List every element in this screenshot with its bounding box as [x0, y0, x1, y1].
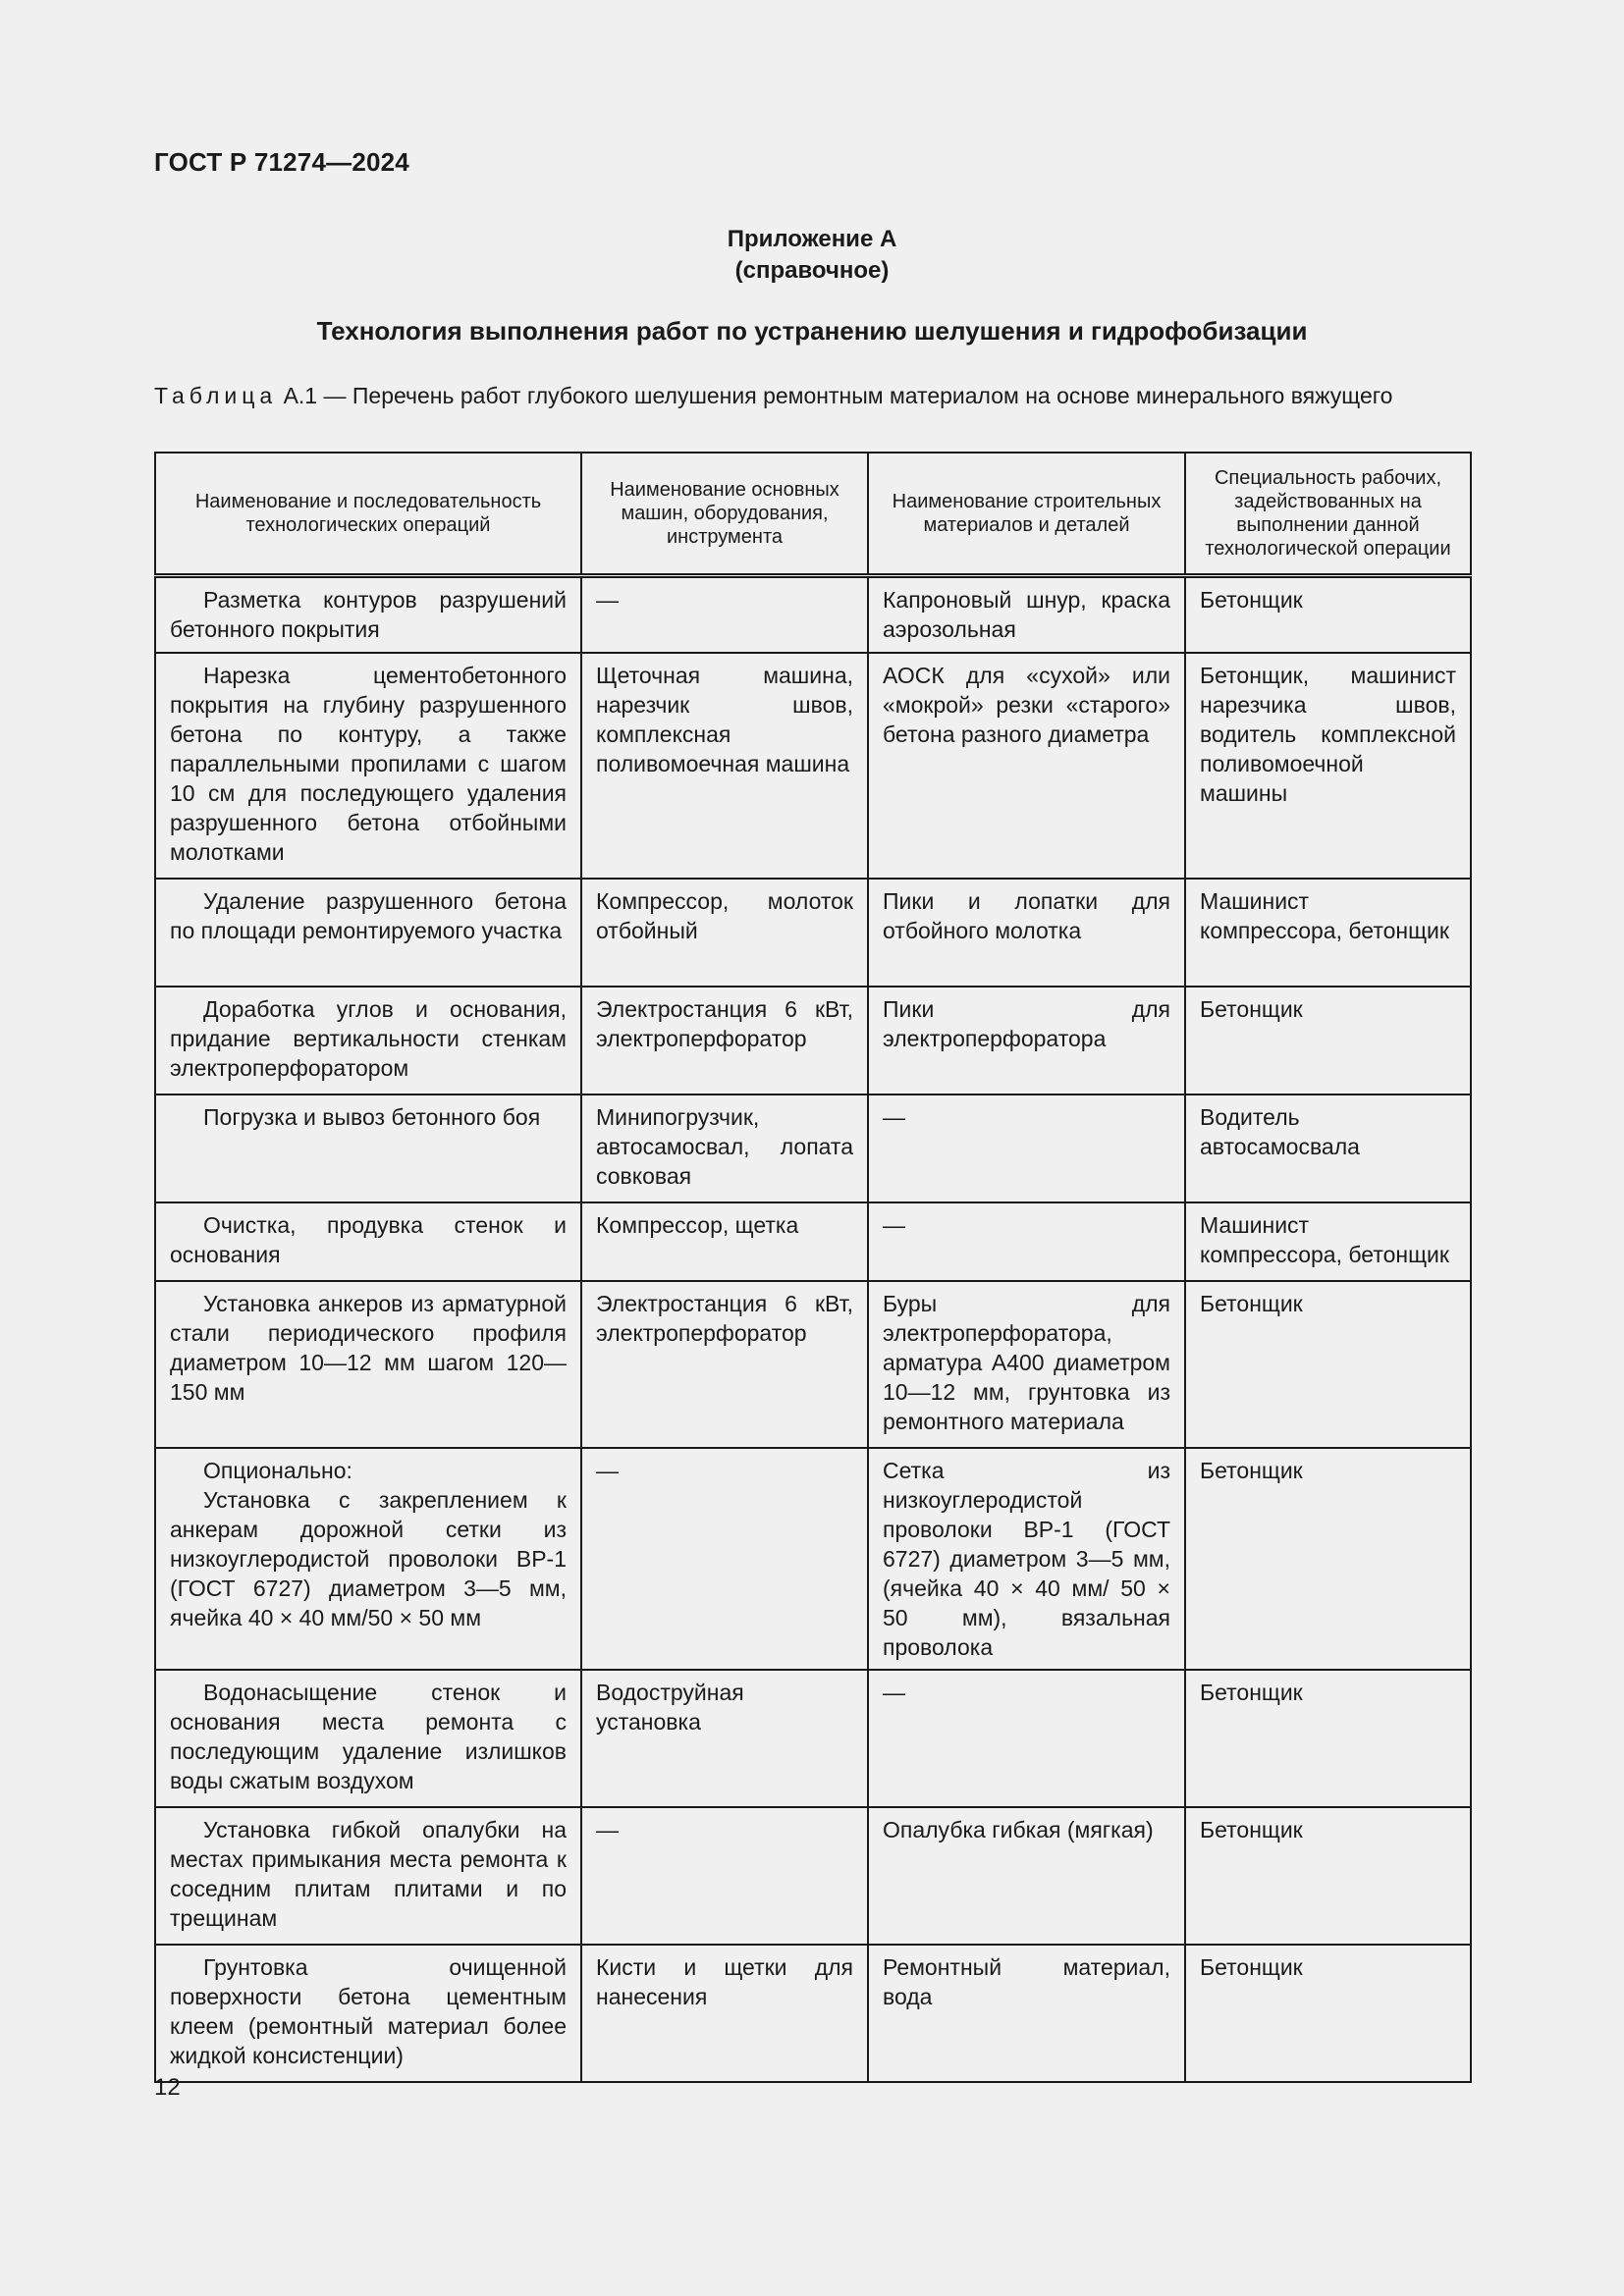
machines-cell: — — [581, 1807, 868, 1945]
materials-cell: Капроновый шнур, краска аэрозольная — [868, 576, 1185, 653]
machines-cell: Минипогрузчик, автосамосвал, лопата совковая — [581, 1095, 868, 1202]
machines-cell: Компрессор, молоток отбойный — [581, 879, 868, 987]
header-machines: Наименование основных машин, оборудования, инструмента — [581, 453, 868, 576]
materials-cell: Буры для электроперфоратора, арматура А400 диаметром 10—12 мм, грунтовка из ремонтного материала — [868, 1281, 1185, 1448]
header-materials: Наименование строительных материалов и деталей — [868, 453, 1185, 576]
workers-cell: Бетонщик — [1185, 987, 1471, 1095]
operation-cell: Установка гибкой опалубки на местах примыкания места ремонта к соседним плитам плитами и по трещинам — [155, 1807, 581, 1945]
section-title: Технология выполнения работ по устранению шелушения и гидрофобизации — [316, 316, 1308, 346]
operation-cell: Погрузка и вывоз бетонного боя — [155, 1095, 581, 1202]
table-row — [155, 576, 1471, 653]
materials-cell: — — [868, 1095, 1185, 1202]
appendix-title: Приложение А — [727, 226, 897, 252]
workers-cell: Машинист компрессора, бетонщик — [1185, 1202, 1471, 1281]
document-id: ГОСТ Р 71274—2024 — [154, 147, 409, 177]
table-header-row — [155, 453, 1471, 576]
workers-cell: Машинист компрессора, бетонщик — [1185, 879, 1471, 987]
machines-cell: Кисти и щетки для нанесения — [581, 1945, 868, 2082]
appendix-subtitle: (справочное) — [734, 257, 890, 284]
operation-optional-label: Опционально: — [203, 1457, 352, 1483]
appendix-heading — [154, 224, 1470, 287]
materials-cell: Пики для электроперфоратора — [868, 987, 1185, 1095]
workers-cell: Водитель автосамосвала — [1185, 1095, 1471, 1202]
operation-cell: Доработка углов и основания, придание вертикальности стенкам электроперфоратором — [155, 987, 581, 1095]
operation-cell: Водонасыщение стенок и основания места ремонта с последующим удаление излишков воды сжатым воздухом — [155, 1670, 581, 1807]
machines-cell: — — [581, 1448, 868, 1670]
workers-cell: Бетонщик — [1185, 1448, 1471, 1670]
workers-cell: Бетонщик — [1185, 576, 1471, 653]
materials-cell: Сетка из низкоуглеродистой проволоки ВР-1 (ГОСТ 6727) диаметром 3—5 мм, (ячейка 40 × 40 мм/ 50 × 50 мм), вязальная проволока — [868, 1448, 1185, 1670]
table-row — [155, 1281, 1471, 1448]
table-row — [155, 1448, 1471, 1670]
operation-optional-text: Установка с закреплением к анкерам дорожной сетки из низкоуглеродистой проволоки ВР-1 (ГОСТ 6727) диаметром 3—5 мм, ячейка 40 × 40 мм/50 × 50 мм — [170, 1486, 567, 1630]
workers-cell: Бетонщик — [1185, 1281, 1471, 1448]
header-operations: Наименование и последовательность технологических операций — [155, 453, 581, 576]
operation-cell: Очистка, продувка стенок и основания — [155, 1202, 581, 1281]
materials-cell: Ремонтный материал, вода — [868, 1945, 1185, 2082]
operation-cell: Нарезка цементобетонного покрытия на глубину разрушенного бетона по контуру, а также параллельными пропилами с шагом 10 см для последующего удаления разрушенного бетона отбойными молотками — [155, 653, 581, 879]
table-caption-text: А.1 — Перечень работ глубокого шелушения ремонтным материалом на основе минерального вяжущего — [277, 383, 1393, 408]
header-workers: Специальность рабочих, задействованных на выполнении данной технологической операции — [1185, 453, 1471, 576]
machines-cell: — — [581, 576, 868, 653]
workers-cell: Бетонщик — [1185, 1670, 1471, 1807]
table-row — [155, 653, 1471, 879]
table-caption-label: Таблица — [154, 383, 278, 408]
operation-cell: Разметка контуров разрушений бетонного покрытия — [155, 576, 581, 653]
workers-cell: Бетонщик, машинист нарезчика швов, водитель комплексной поливомоечной машины — [1185, 653, 1471, 879]
materials-cell: — — [868, 1670, 1185, 1807]
operation-cell — [155, 1448, 581, 1670]
machines-cell: Электростанция 6 кВт, электроперфоратор — [581, 1281, 868, 1448]
table-caption — [154, 381, 1470, 411]
operation-cell: Установка анкеров из арматурной стали периодического профиля диаметром 10—12 мм шагом 120—150 мм — [155, 1281, 581, 1448]
workers-cell: Бетонщик — [1185, 1807, 1471, 1945]
materials-cell: — — [868, 1202, 1185, 1281]
table-row — [155, 1670, 1471, 1807]
table-row — [155, 1945, 1471, 2082]
table-row — [155, 987, 1471, 1095]
machines-cell: Электростанция 6 кВт, электроперфоратор — [581, 987, 868, 1095]
page-number: 12 — [154, 2074, 181, 2101]
workers-cell: Бетонщик — [1185, 1945, 1471, 2082]
table-row — [155, 879, 1471, 987]
materials-cell: Пики и лопатки для отбойного молотка — [868, 879, 1185, 987]
table-row — [155, 1202, 1471, 1281]
machines-cell: Компрессор, щетка — [581, 1202, 868, 1281]
table-row — [155, 1095, 1471, 1202]
table-row — [155, 1807, 1471, 1945]
operation-cell: Удаление разрушенного бетона по площади ремонтируемого участка — [155, 879, 581, 987]
machines-cell: Водоструйная установка — [581, 1670, 868, 1807]
materials-cell: Опалубка гибкая (мягкая) — [868, 1807, 1185, 1945]
operation-cell: Грунтовка очищенной поверхности бетона цементным клеем (ремонтный материал более жидкой консистенции) — [155, 1945, 581, 2082]
materials-cell: АОСК для «сухой» или «мокрой» резки «старого» бетона разного диаметра — [868, 653, 1185, 879]
works-table — [154, 452, 1472, 2083]
machines-cell: Щеточная машина, нарезчик швов, комплексная поливомоечная машина — [581, 653, 868, 879]
